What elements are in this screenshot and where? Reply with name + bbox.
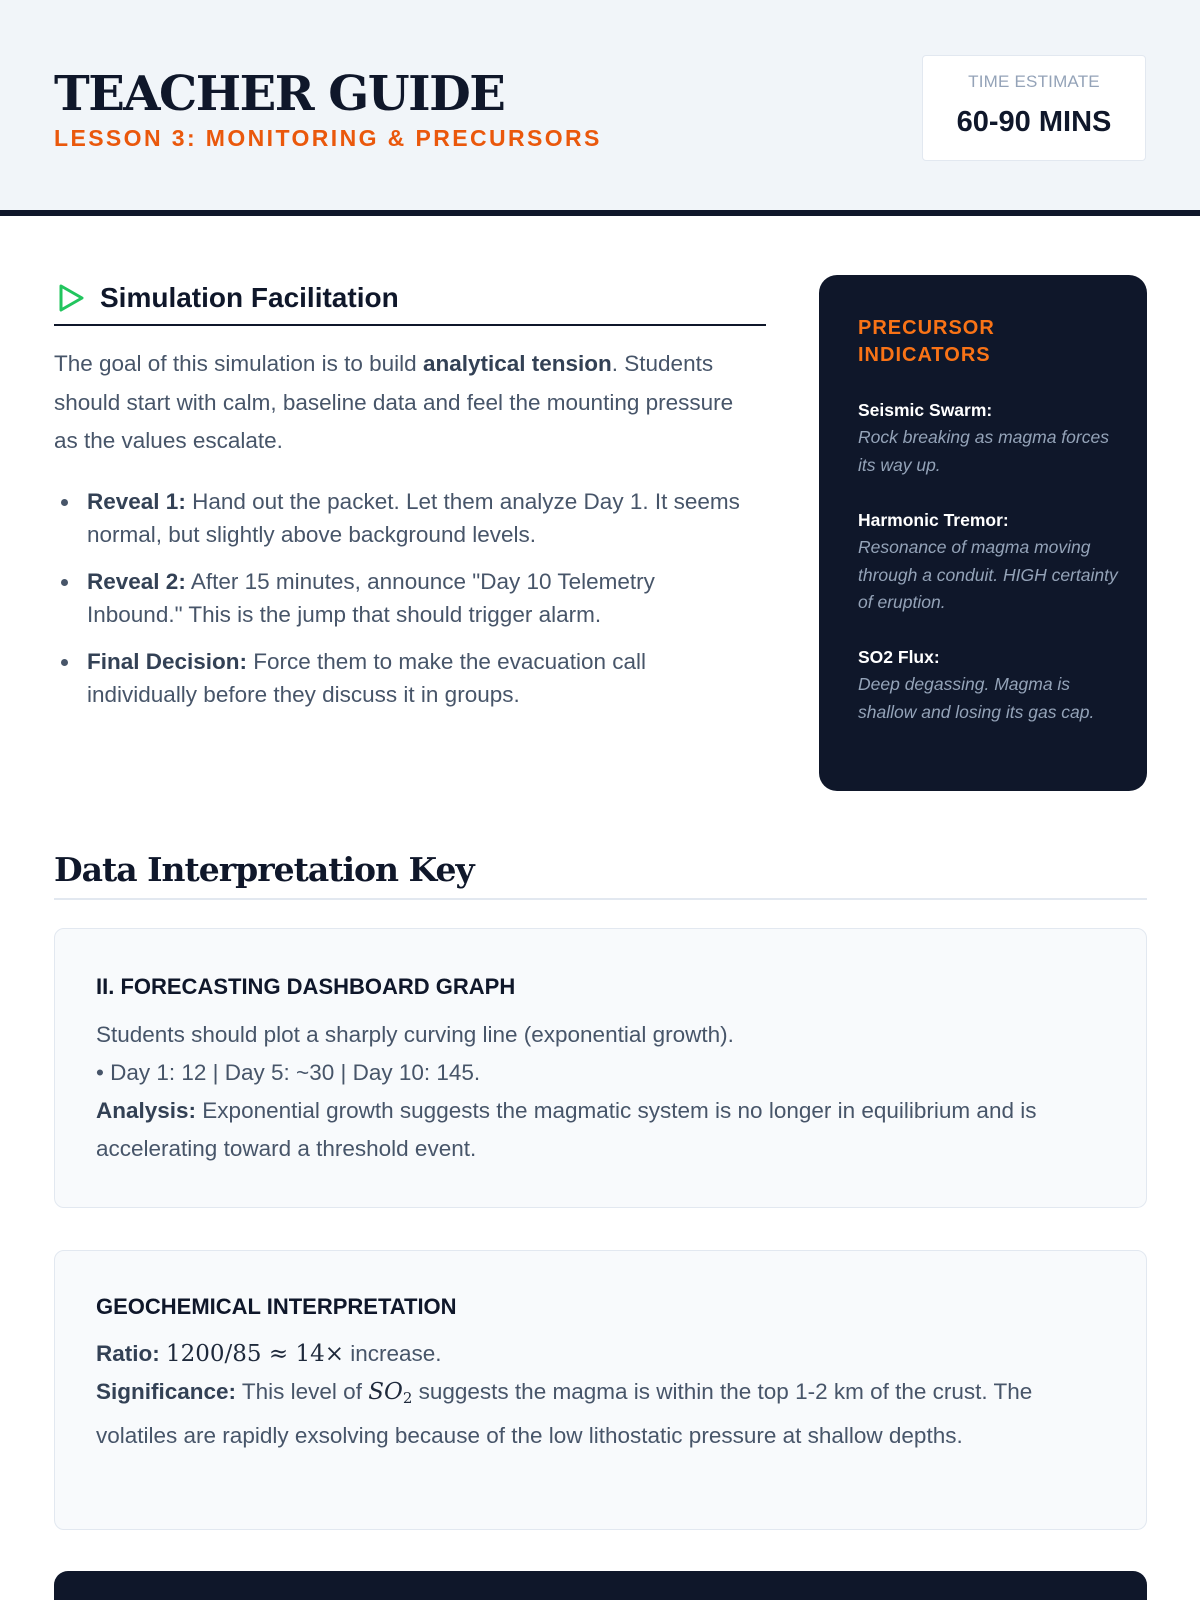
precursor-term: Seismic Swarm: — [858, 400, 993, 420]
forecasting-card — [54, 928, 1147, 1208]
precursor-title: PRECURSOR INDICATORS — [858, 317, 995, 366]
forecast-analysis — [96, 1092, 1106, 1168]
bullet-dot — [61, 499, 68, 506]
precursor-term: SO2 Flux: — [858, 647, 940, 667]
intro-text-end: . Students should start with calm, baseline data and feel the mounting pressure as the values escalate. — [54, 351, 734, 453]
precursor-definition: Resonance of magma moving through a conduit. HIGH certainty of eruption. — [858, 537, 1118, 612]
list-item — [54, 485, 754, 551]
time-estimate-label: TIME ESTIMATE — [968, 72, 1100, 91]
analysis-label: Analysis: — [96, 1098, 197, 1123]
intro-emphasis: analytical tension — [422, 351, 612, 376]
section-divider — [54, 898, 1147, 900]
forecasting-card-body — [96, 1016, 1106, 1168]
ratio-formula: 1200/85 ≈ 14× — [166, 1341, 344, 1367]
precursor-indicators-card — [819, 275, 1147, 791]
intro-text-start: The goal of this simulation is to build — [54, 351, 423, 376]
list-item-text: After 15 minutes, announce "Day 10 Telemetry Inbound." This is the jump that should trigger alarm. — [87, 569, 655, 627]
list-item-label: Reveal 2: — [87, 569, 186, 594]
geochemical-card-body — [96, 1335, 1106, 1455]
list-item-label: Reveal 1: — [87, 489, 186, 514]
forecasting-card-title: II. FORECASTING DASHBOARD GRAPH — [96, 974, 516, 999]
list-item-label: Final Decision: — [87, 649, 248, 674]
lesson-subtitle: LESSON 3: MONITORING & PRECURSORS — [54, 125, 602, 151]
forecast-line: Students should plot a sharply curving line (exponential growth). — [96, 1022, 734, 1047]
precursor-item-harmonic-tremor — [858, 507, 1118, 617]
precursor-definition: Rock breaking as magma forces its way up. — [858, 427, 1109, 475]
ratio-line — [96, 1335, 1106, 1373]
so2-subscript: 2 — [402, 1389, 413, 1407]
significance-text-end: suggests the magma is within the top 1-2 km of the crust. The volatiles are rapidly exsolving because of the low lithostatic pressure at shallow depths. — [96, 1379, 1033, 1448]
so2-symbol: SO — [368, 1379, 403, 1405]
precursor-item-so2-flux — [858, 644, 1118, 726]
data-key-title: Data Interpretation Key — [54, 850, 474, 889]
significance-label: Significance: — [96, 1379, 237, 1404]
significance-line — [96, 1373, 1106, 1455]
forecast-values: • Day 1: 12 | Day 5: ~30 | Day 10: 145. — [96, 1060, 481, 1085]
precursor-item-seismic-swarm — [858, 397, 1118, 479]
time-estimate-box — [922, 55, 1146, 161]
list-item-text: Force them to make the evacuation call individually before they discuss it in groups. — [87, 649, 646, 707]
list-item — [54, 645, 754, 711]
list-item-text: Hand out the packet. Let them analyze Day 1. It seems normal, but slightly above background levels. — [87, 489, 740, 547]
ratio-label: Ratio: — [96, 1341, 160, 1366]
geochemical-card — [54, 1250, 1147, 1530]
ratio-suffix: increase. — [344, 1341, 442, 1366]
analysis-text: Exponential growth suggests the magmatic system is no longer in equilibrium and is accelerating toward a threshold event. — [96, 1098, 1037, 1161]
page-header — [0, 0, 1200, 216]
geochemical-card-title: GEOCHEMICAL INTERPRETATION — [96, 1294, 457, 1319]
simulation-title: Simulation Facilitation — [100, 282, 399, 313]
significance-text-start: This level of — [236, 1379, 369, 1404]
precursor-definition: Deep degassing. Magma is shallow and losing its gas cap. — [858, 674, 1095, 722]
time-estimate-value: 60-90 MINS — [956, 106, 1112, 138]
footer-bar — [54, 1571, 1147, 1600]
bullet-dot — [61, 579, 68, 586]
bullet-dot — [61, 659, 68, 666]
simulation-section-header — [54, 280, 766, 326]
precursor-term: Harmonic Tremor: — [858, 510, 1009, 530]
reveal-list — [54, 485, 754, 725]
page-title: TEACHER GUIDE — [54, 66, 505, 122]
play-icon — [57, 283, 85, 313]
simulation-intro — [54, 345, 754, 461]
so2-formula — [368, 1379, 412, 1405]
list-item — [54, 565, 754, 631]
